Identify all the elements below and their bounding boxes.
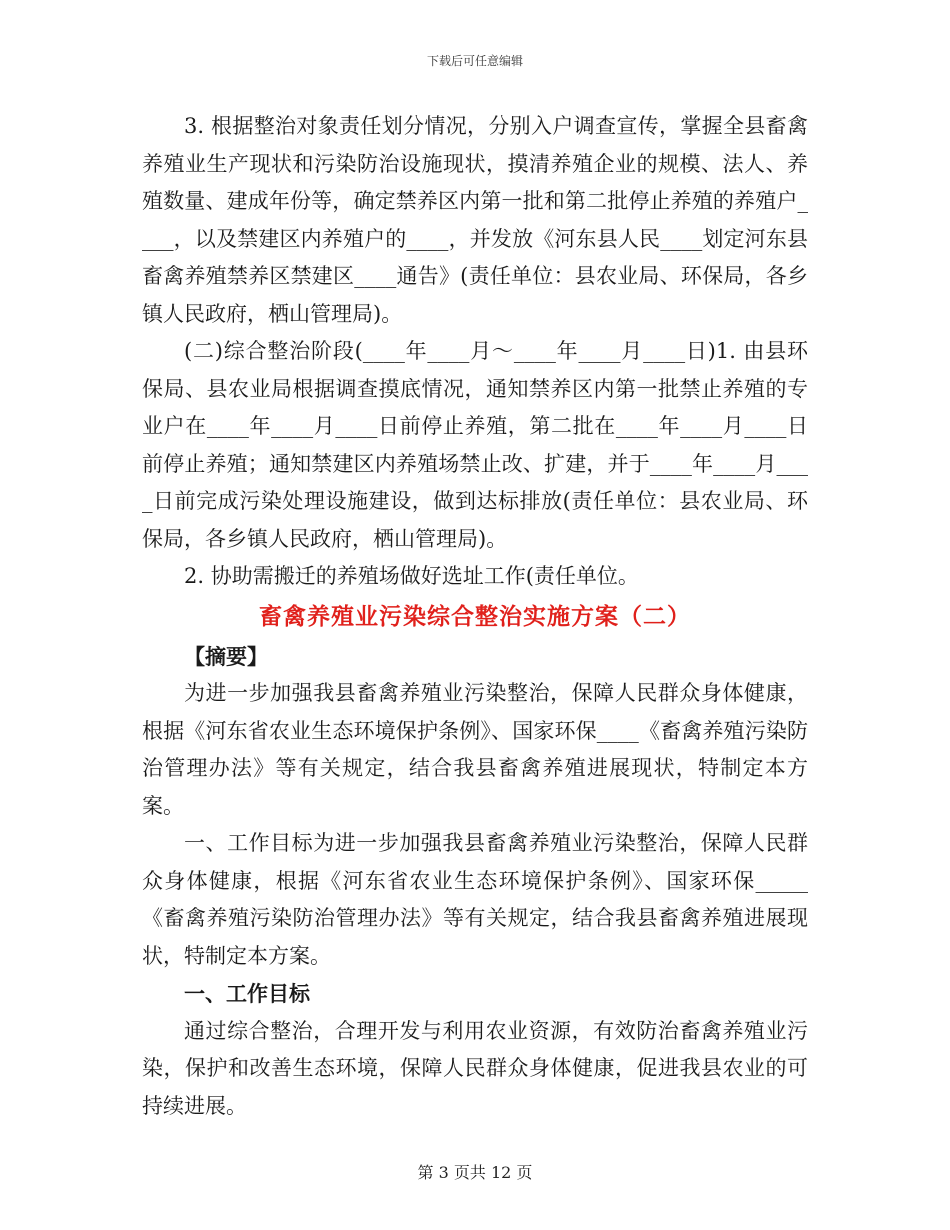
paragraph-investigation: 3. 根据整治对象责任划分情况，分别入户调查宣传，掌握全县畜禽养殖业生产现状和污染防治设施现状，摸清养殖企业的规模、法人、养殖数量、建成年份等，确定禁养区内第一批和第二批停止养殖的养殖户____，以及禁建区内养殖户的____，并发放《河东县人民____划定河东县畜禽养殖禁养区禁建区____通告》(责任单位：县农业局、环保局，各乡镇人民政府，栖山管理局)。: [142, 114, 808, 326]
paragraph-abstract: 为进一步加强我县畜禽养殖业污染整治，保障人民群众身体健康，根据《河东省农业生态环境保护条例》、国家环保____《畜禽养殖污染防治管理办法》等有关规定，结合我县畜禽养殖进展现状，特制定本方案。: [142, 681, 808, 818]
paragraph-work-goal: 通过综合整治，合理开发与利用农业资源，有效防治畜禽养殖业污染，保护和改善生态环境，保障人民群众身体健康，促进我县农业的可持续进展。: [142, 1018, 808, 1118]
page-number: 第 3 页共 12 页: [417, 1163, 533, 1182]
paragraph-rectification-stage: (二)综合整治阶段(____年____月～____年____月____日)1. 由县环保局、县农业局根据调查摸底情况，通知禁养区内第一批禁止养殖的专业户在____年____月____日前停止养殖，第二批在____年____月____日前停止养殖；通知禁建区内养殖场禁止改、扩建，并于____年____月____日前完成污染处理设施建设，做到达标排放(责任单位：县农业局、环保局，各乡镇人民政府，栖山管理局)。: [142, 339, 808, 551]
paragraph-relocation: 2. 协助需搬迁的养殖场做好选址工作(责任单位。: [184, 564, 639, 588]
document-body: [142, 108, 808, 1125]
header-note: 下载后可任意编辑: [426, 54, 523, 68]
document-title: 畜禽养殖业污染综合整治实施方案（二）: [259, 602, 691, 630]
section-heading-work-goal: 一、工作目标: [184, 981, 310, 1006]
paragraph-work-goal-intro: 一、工作目标为进一步加强我县畜禽养殖业污染整治，保障人民群众身体健康，根据《河东省农业生态环境保护条例》、国家环保_____《畜禽养殖污染防治管理办法》等有关规定，结合我县畜禽养殖进展现状，特制定本方案。: [142, 831, 808, 968]
abstract-label: 【摘要】: [184, 643, 268, 669]
